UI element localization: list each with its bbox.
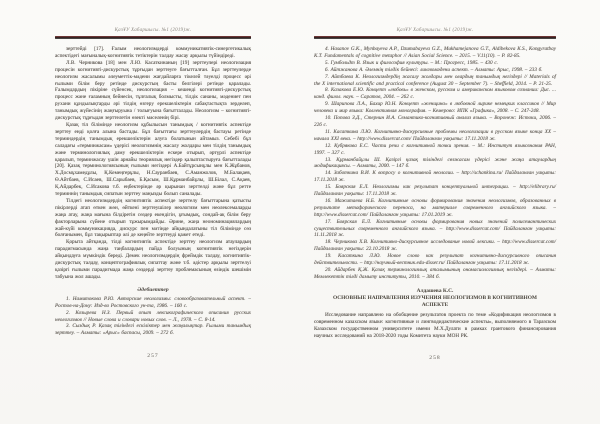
page-right-header xyxy=(314,28,556,39)
reference-item: 3. Сыздық Р. Қазақ тіліндегі ескіліктер мен жаңалықтар. Ғылыми танымдық зерттеу. – Алматы: «Арыс» баспасы, 2009. – 272 б. xyxy=(55,323,251,337)
page-left xyxy=(55,28,251,359)
reference-item: 18. Черникова Х.В. Когнитивно-дискурсивное исследование новой лексики. – http://www.dissercat.com/ Пайдаланған уақыты: 22.10.2018 ж. xyxy=(314,239,556,253)
reference-item: 12. Кубрякова Е.С. Части речи с когнитивной точки зрения. – М.: Институт языкознания РАН, 1997. – 327 с. xyxy=(314,142,556,156)
reference-item: 8. Казакова Е.Ю. Концепт «любовь» в женском, русском и американском языковом сознании: Дис. ... канд. филол. наук. – Саратов, 2004. – 262 с. xyxy=(314,87,556,101)
reference-item: 1. Намитокова Р.Ю. Авторские неологизмы: словообразовательный аспект. – Ростов-на-Дону: Изд-во Ростовского ун-та, 1986. – 160 с. xyxy=(55,295,251,309)
reference-item: 15. Боярская Е.Л. Неологизмы как результат концептуальной интеграции. – http://elibrary.ru/ Пайдаланған уақыты: 17.11.2018 ж. xyxy=(314,184,556,198)
reference-item: 7. Айтбаева К. Неологизмдердің жасалу жолдары мен олардың танымдық негіздері // Materials of the X international scientific and practical conference (August 30 – September 7). – Sheffield, 2014. – P. 21-25. xyxy=(314,73,556,87)
reference-item: 14. Заботкина В.И. К вопросу о когнитивной неологии. – http://schankina.ru/ Пайдаланған уақыты: 17.11.2018 ж. xyxy=(314,170,556,184)
body-paragraph: Тілдегі неологизмдердің когнитивтік аспектіде зерттелу бағыттарына қатысты пікірлерді атап өткен жөн, өйткені зерттеушілер неологизм мен неолексемаларды жаңа атау, жаңа мағына білдіретін сөздер екендігін, ұғымдық, сондай-ақ білім беру факторларына сүйене отырып тұжырымдайды. Әрине, жаңа неономинациялардың жай-күйі коммуникацияда, дискурс пен мәтінде айқындалатыны тіл білімінде сөз болғанымен, бұл тақырыптар әлі де кеңейте зерттеуді қажет етеді. xyxy=(55,197,251,239)
reference-item: 19. Касаткина Л.Ю. Новое слово как результат когнитивно-дискурсивного описания действительности. – http://научный-вестник.edu-disser.ru/ Пайдаланған уақыты: 17.11.2018 ж. xyxy=(314,253,556,267)
article-abstract: Исследование направлено на обобщение результатов проекта по теме «Кодификация неологизмов в современном казахском языке: когнитивные и лингводидактические аспекты», выполняемого в Таразском Казахском государственном университете имени М.Х.Дулати в рамках грантового финансирования научных исследований на 2018-2020 годы Комитета науки МОН РК. xyxy=(314,311,556,339)
reference-item: 5. Гумбольдт В. Язык и философия культуры. – М.: Прогресс, 1985. – 430 с. xyxy=(325,59,498,66)
page-right xyxy=(314,28,556,361)
references-list-right xyxy=(314,46,556,281)
article-title: ОСНОВНЫЕ НАПРАВЛЕНИЯ ИЗУЧЕНИЯ НЕОЛОГИЗМОВ В КОГНИТИВНОМ АСПЕКТЕ xyxy=(332,294,538,308)
reference-item: 20. Айдарбек Қ.Ж. Қазақ терминологиялық аталымының ономасиологиялық негіздері. – Алматы: Мемлекеттік тілді дамыту институты, 2010. – 384 б. xyxy=(314,267,556,280)
references-list-left xyxy=(55,296,251,337)
page-number-left: 257 xyxy=(147,353,159,360)
reference-item: 16. Мажитаева Н.Б. Когнитивные основы формирования значения неологизмов, образованных в результате метафорического переноса, на материале современного английского языка. – http://www.dissercat.com/ Пайдаланған уақыты: 17.01.2019 ж. xyxy=(314,197,556,218)
page-left-body xyxy=(55,46,251,281)
page-left-header xyxy=(55,28,251,39)
body-paragraph: Қорыта айтқанда, тілді когнитивтік аспектіде зерттеу неологизм атаулардың парадигмасында жаңа таңбалардың пайда болуының когнитивтік негіздерін айқындауға мүмкіндік береді. Демек неологизмдердің фреймдік талдау, когнитивтік-дискурстық талдау, концептографиялық сипаттау және т.б. әдістер арқылы зерттелуі қазіргі ғылыми парадигмада жаңа сөздерді зерттеу проблемасының өзіндік шешімін табуына жол ашады. xyxy=(55,239,251,280)
header-rule xyxy=(55,36,251,39)
body-paragraph: зерттейді [17]. Ғалым неологизмдерді коммуникативтік-синергетикалық аспектідегі мағыналық-когнитивтік тетіктерін талдау жасау арқылы түйіндіреді. xyxy=(55,46,251,59)
body-paragraph: Л.В. Черникова [18] мен Л.Ю. Касаткинаның [19] зерттеулері неологизация процесін когнитивті-дискурстық тұрғыдан зерттеуге бағытталған. Бұл зерттеулерде неологизм жасалымы әлеуметтік-мәдени жағдайларға тікелей тәуелді процесс әрі ғылыми білім беру ретінде дискурстың басты белгілері ретінде қаралады. Ғалымдардың пікіріне сүйенсек, неологизация – кешенді когнитивті-дискурстық процесс және ғаламның бейнесін, тұлғалық болмысты, тілдік сананы, мәдениет пен рухани құндылықтарды әрі тілдің өзгеру ерекшеліктерін сабақтастықта зерделеп, танымдық жүйесінің жаңғыруына / толығуына бағытталады. Неологизм – когнитивті-дискурстық тұрғыдан зерттелетін өзекті мәселенің бірі. xyxy=(55,59,251,122)
article-author: Алдашева К.С. xyxy=(416,287,454,294)
journal-running-head: ҚазҰУ Хабаршысы. №1 (2019)ж. xyxy=(114,28,192,33)
reference-item: 11. Касаткина Л.Ю. Когнитивно-дискурсивные проблемы неологизации в русском языке конца XX – начала XXI века. – http://www.dissercat.com/ Пайдаланған уақыты: 17.11.2018 ж. xyxy=(314,128,556,142)
reference-item: 10. Попова З.Д., Стернин И.А. Семантико-когнитивный анализ языка. – Воронеж: Истоки, 2006. – 226 с. xyxy=(314,115,556,128)
header-rule xyxy=(314,36,556,39)
reference-item: 17. Боярская Е.Л. Когнитивные основы формирования новых значений полисемантических существительных современного английского языка. – http://www.dissercat.com/ Пайдаланған уақыты: 11.11.2018 ж. xyxy=(314,218,556,239)
reference-item: 2. Козырева Н.З. Первый опыт лексикографического описания русских неологизмов // Новые слова и словари новых слов. – Л., 1978. – С. 8-14. xyxy=(55,309,251,323)
reference-item: 9. Шарипова Л.А., Бахир Ю.Н. Концепт «женщина» в любовной лирике немецких классиков // Мир человека и мир языка: Коллективная монография. – Кемерово: ИПК «Графика», 2008. – С. 247-248. xyxy=(314,101,556,115)
reference-item: 4. Hasanov G.K., Mynbayeva A.P., Dzumabayeva G.Z., Mukhamejanova G.T., Aldibekova K.S., Kongyratbay K.T. Fundamentals of cognitive metaphor // Asian Social Science. – 2015. – V.11(10). – P. 82-85. xyxy=(314,46,556,59)
reference-item: 13. Құрманбайұлы Ш. Қазіргі қазақ тіліндегі сөзжасам үдерісі және жаңа атаулардың модификациясы. – Алматы, 2000. – 147 б. xyxy=(314,156,556,170)
body-paragraph: Қазақ тіл білімінде неологизм құбылысын танымдық / когнитивтік аспектіде зерттеу енді қолға алына бастады. Бұл бағыттағы зерттеулердің бастауы ретінде терминдердің танымдық ерекшеліктерін алуға болатынын айтамыз. Себебі бұл саладағы «терминжасам» үдерісі неологизмнің жасалу жолдары мен тілдің танымдық және терминологиялық даму ерекшеліктерін ескере отырып, әртүрлі аспектіде қаралып, терминжасау үшін арнайы теориялық негіздер қалыптастыруға бағытталады [20]. Қазақ терминологиясының ғылыми негіздері А.Байтұрсынұлы мен К.Жұбанов, Х.Досмұхамедұлы, Қ.Кемеңгерұлы, Н.Сауранбаев, С.Аманжолов, М.Балақаев, Ө.Айтбаев, С.Исаев, Ш.Сарыбаев, Б.Қасым, Ш.Құрманбайұлы, Ш.Білал, С.Ақаев, Қ.Айдарбек, С.Исакова т.б. еңбектерінде әр қырынан зерттелді және бұл ретте терминнің танымдық сипатын зерттеу маңызды болып саналады. xyxy=(55,121,251,198)
references-heading: Әдебиеттер xyxy=(137,286,169,293)
page-number-right: 258 xyxy=(429,355,441,362)
reference-item: 6. Айтжанова А. Әлемнің тілдік бейнесі: лингвомәдени аспект. – Алматы: Арыс, 1998. – 233 б. xyxy=(325,66,543,73)
journal-running-head: ҚазҰУ Хабаршысы. №1 (2019)ж. xyxy=(396,28,474,33)
